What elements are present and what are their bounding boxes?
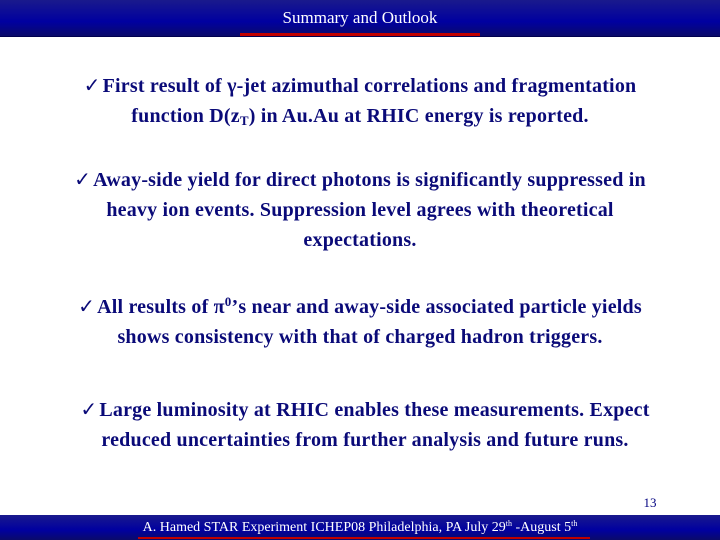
- footer-text: A. Hamed STAR Experiment ICHEP08 Philadelphia, PA July 29th -August 5th: [142, 519, 578, 535]
- footer-underline: [138, 537, 590, 539]
- bullet-3: [20, 287, 700, 352]
- bullet-2-line-2: heavy ion events. Suppression level agrees with theoretical: [106, 199, 614, 221]
- gamma-symbol: γ: [227, 75, 237, 97]
- check-icon: ✓: [80, 397, 98, 421]
- bullet-2-line-3: expectations.: [303, 229, 417, 251]
- bullet-4-line-2: reduced uncertainties from further analysis and future runs.: [101, 429, 629, 451]
- bullet-3-line-1: ✓ All results of $\pi^0’s$ near and away-side associated particle yields: [78, 294, 642, 318]
- title-underline: [240, 33, 480, 36]
- bullet-2-line-1: ✓ Away-side yield for direct photons is significantly suppressed in: [74, 167, 646, 191]
- check-icon: ✓: [78, 294, 96, 318]
- bullet-4-line-1: ✓ Large luminosity at RHIC enables these measurements. Expect: [80, 397, 650, 421]
- bullet-4: [20, 394, 710, 455]
- slide-title: Summary and Outlook: [282, 8, 438, 27]
- bullet-3-line-2: shows consistency with that of charged hadron triggers.: [117, 326, 603, 348]
- bullet-2: [10, 164, 710, 255]
- pi-symbol: π: [213, 296, 225, 318]
- check-icon: ✓: [83, 73, 101, 97]
- bullet-1: [30, 70, 690, 136]
- check-icon: ✓: [74, 167, 92, 191]
- bullet-1-line-1: ✓ First result of γ-jet azimuthal correlations and fragmentation: [83, 73, 637, 97]
- bullet-1-line-2: function $D(z_T)$ in Au.Au at RHIC energy is reported.: [131, 105, 589, 128]
- page-number: 13: [643, 495, 657, 510]
